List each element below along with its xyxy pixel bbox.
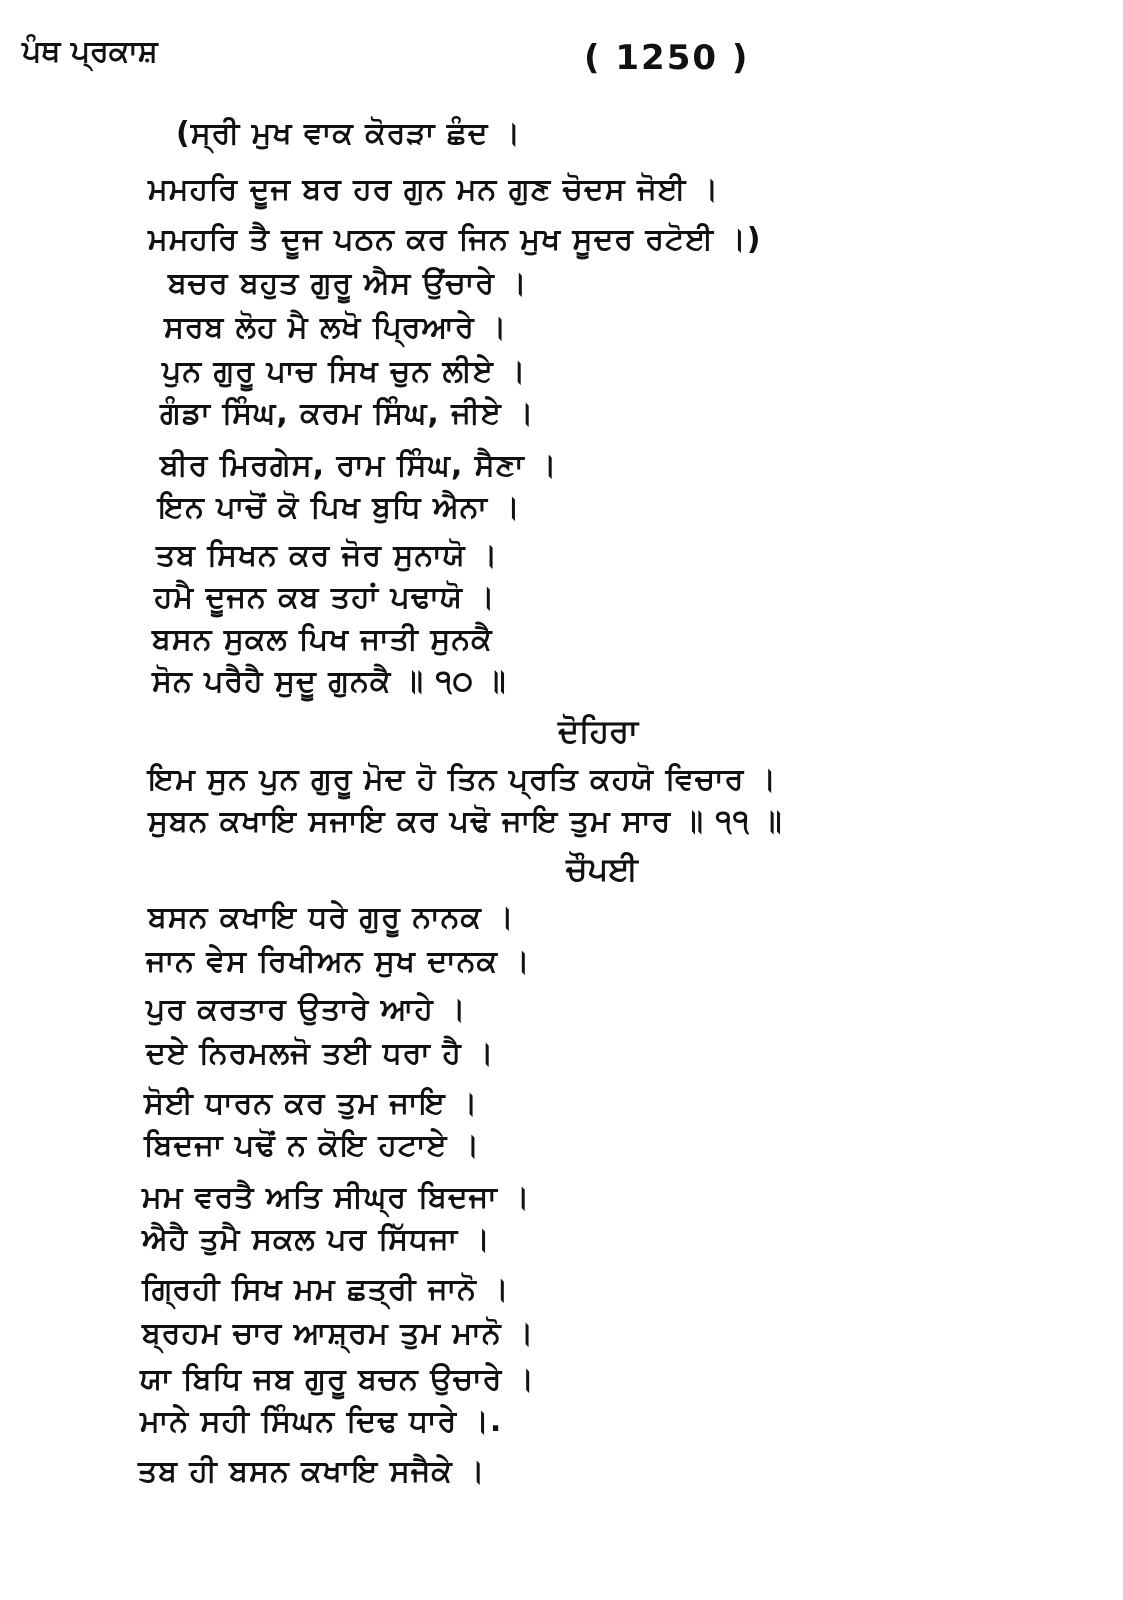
verse-line: ਤਬ ਸਿਖਨ ਕਰ ਜੋਰ ਸੁਨਾਯੋ । — [156, 538, 499, 573]
verse-line: ਬਸਨ ਕਖਾਇ ਧਰੇ ਗੁਰੂ ਨਾਨਕ । — [148, 900, 515, 935]
section-heading-dohira: ਦੋਹਿਰਾ — [558, 712, 639, 750]
verse-line: ਸੋਈ ਧਾਰਨ ਕਰ ਤੁਮ ਜਾਇ । — [144, 1086, 479, 1121]
page-number: ( 1250 ) — [584, 38, 750, 78]
verse-line: ਬ੍ਰਹਮ ਚਾਰ ਆਸ਼੍ਰਮ ਤੁਮ ਮਾਨੋ । — [142, 1316, 535, 1351]
verse-line: ਸੁਬਨ ਕਖਾਇ ਸਜਾਇ ਕਰ ਪਢੋ ਜਾਇ ਤੁਮ ਸਾਰ ॥ ੧੧ ॥ — [148, 804, 783, 839]
verse-line: ਜਾਨ ਵੇਸ ਰਿਖੀਅਨ ਸੁਖ ਦਾਨਕ । — [146, 944, 531, 979]
verse-line: ਸਰਬ ਲੋਹ ਮੈ ਲਖੋ ਪ੍ਰਿਆਰੇ । — [164, 310, 508, 345]
verse-line: ਪੁਰ ਕਰਤਾਰ ਉਤਾਰੇ ਆਹੇ । — [146, 992, 467, 1027]
verse-line: ਦਏ ਨਿਰਮਲਜੋ ਤਈ ਧਰਾ ਹੈ । — [146, 1036, 495, 1071]
verse-line: (ਸ੍ਰੀ ਮੁਖ ਵਾਕ ਕੋਰੜਾ ਛੰਦ । — [176, 116, 522, 151]
verse-line: ਬਸਨ ਸੁਕਲ ਪਿਖ ਜਾਤੀ ਸੁਨਕੈ — [152, 622, 493, 657]
verse-line: ਪੁਨ ਗੁਰੂ ਪਾਚ ਸਿਖ ਚੁਨ ਲੀਏ । — [162, 354, 527, 389]
verse-line: ਇਮ ਸੁਨ ਪੁਨ ਗੁਰੂ ਮੋਦ ਹੋ ਤਿਨ ਪ੍ਰਤਿ ਕਹਯੋ ਵਿਚਾਰ । — [148, 762, 777, 797]
verse-line: ਯਾ ਬਿਧਿ ਜਬ ਗੁਰੂ ਬਚਨ ਉਚਾਰੇ । — [140, 1362, 535, 1397]
verse-line: ਬਚਰ ਬਹੁਤ ਗੁਰੂ ਐਸ ਉਂਚਾਰੇ । — [168, 266, 528, 301]
verse-line: ਮਮ ਵਰਤੈ ਅਤਿ ਸੀਘ੍ਰ ਬਿਦਜਾ । — [142, 1180, 531, 1215]
verse-line: ਇਨ ਪਾਚੋਂ ਕੋ ਪਿਖ ਬੁਧਿ ਐਨਾ । — [158, 490, 521, 525]
verse-line: ਤਬ ਹੀ ਬਸਨ ਕਖਾਇ ਸਜੈਕੇ । — [138, 1454, 486, 1489]
verse-line: ਬਿਦਜਾ ਪਢੋਂ ਨ ਕੋਇ ਹਟਾਏ । — [144, 1128, 481, 1163]
verse-line: ਸੋਨ ਪਰੈਹੈ ਸੁਦੂ ਗੁਨਕੈ ॥ ੧੦ ॥ — [152, 664, 507, 699]
verse-line: ਮਮਹਰਿ ਦੂਜ ਬਰ ਹਰ ਗੁਨ ਮਨ ਗੁਣ ਚੋਦਸ ਜੋਈ । — [148, 172, 720, 207]
section-heading-chaupai: ਚੌਪਈ — [566, 850, 638, 888]
verse-line: ਬੀਰ ਮਿਰਗੇਸ, ਰਾਮ ਸਿੰਘ, ਸੈਣਾ । — [160, 448, 558, 483]
verse-line: ਹਮੈ ਦੂਜਨ ਕਬ ਤਹਾਂ ਪਢਾਯੋ । — [154, 580, 496, 615]
running-header-title: ਪੰਥ ਪ੍ਰਕਾਸ਼ — [22, 34, 158, 69]
verse-line: ਐਹੈ ਤੁਮੈ ਸਕਲ ਪਰ ਸਿੱਧਜਾ । — [142, 1222, 491, 1257]
verse-line: ਗ੍ਰਿਹੀ ਸਿਖ ਮਮ ਛਤ੍ਰੀ ਜਾਨੋ । — [142, 1272, 510, 1307]
verse-line: ਗੰਡਾ ਸਿੰਘ, ਕਰਮ ਸਿੰਘ, ਜੀਏ । — [160, 396, 535, 431]
verse-line: ਮਾਨੇ ਸਹੀ ਸਿੰਘਨ ਦਿਢ ਧਾਰੇ ।. — [140, 1404, 503, 1439]
verse-line: ਮਮਹਰਿ ਤੈ ਦੂਜ ਪਠਨ ਕਰ ਜਿਨ ਮੁਖ ਸੂਦਰ ਰਟੋਈ ।) — [148, 222, 762, 257]
